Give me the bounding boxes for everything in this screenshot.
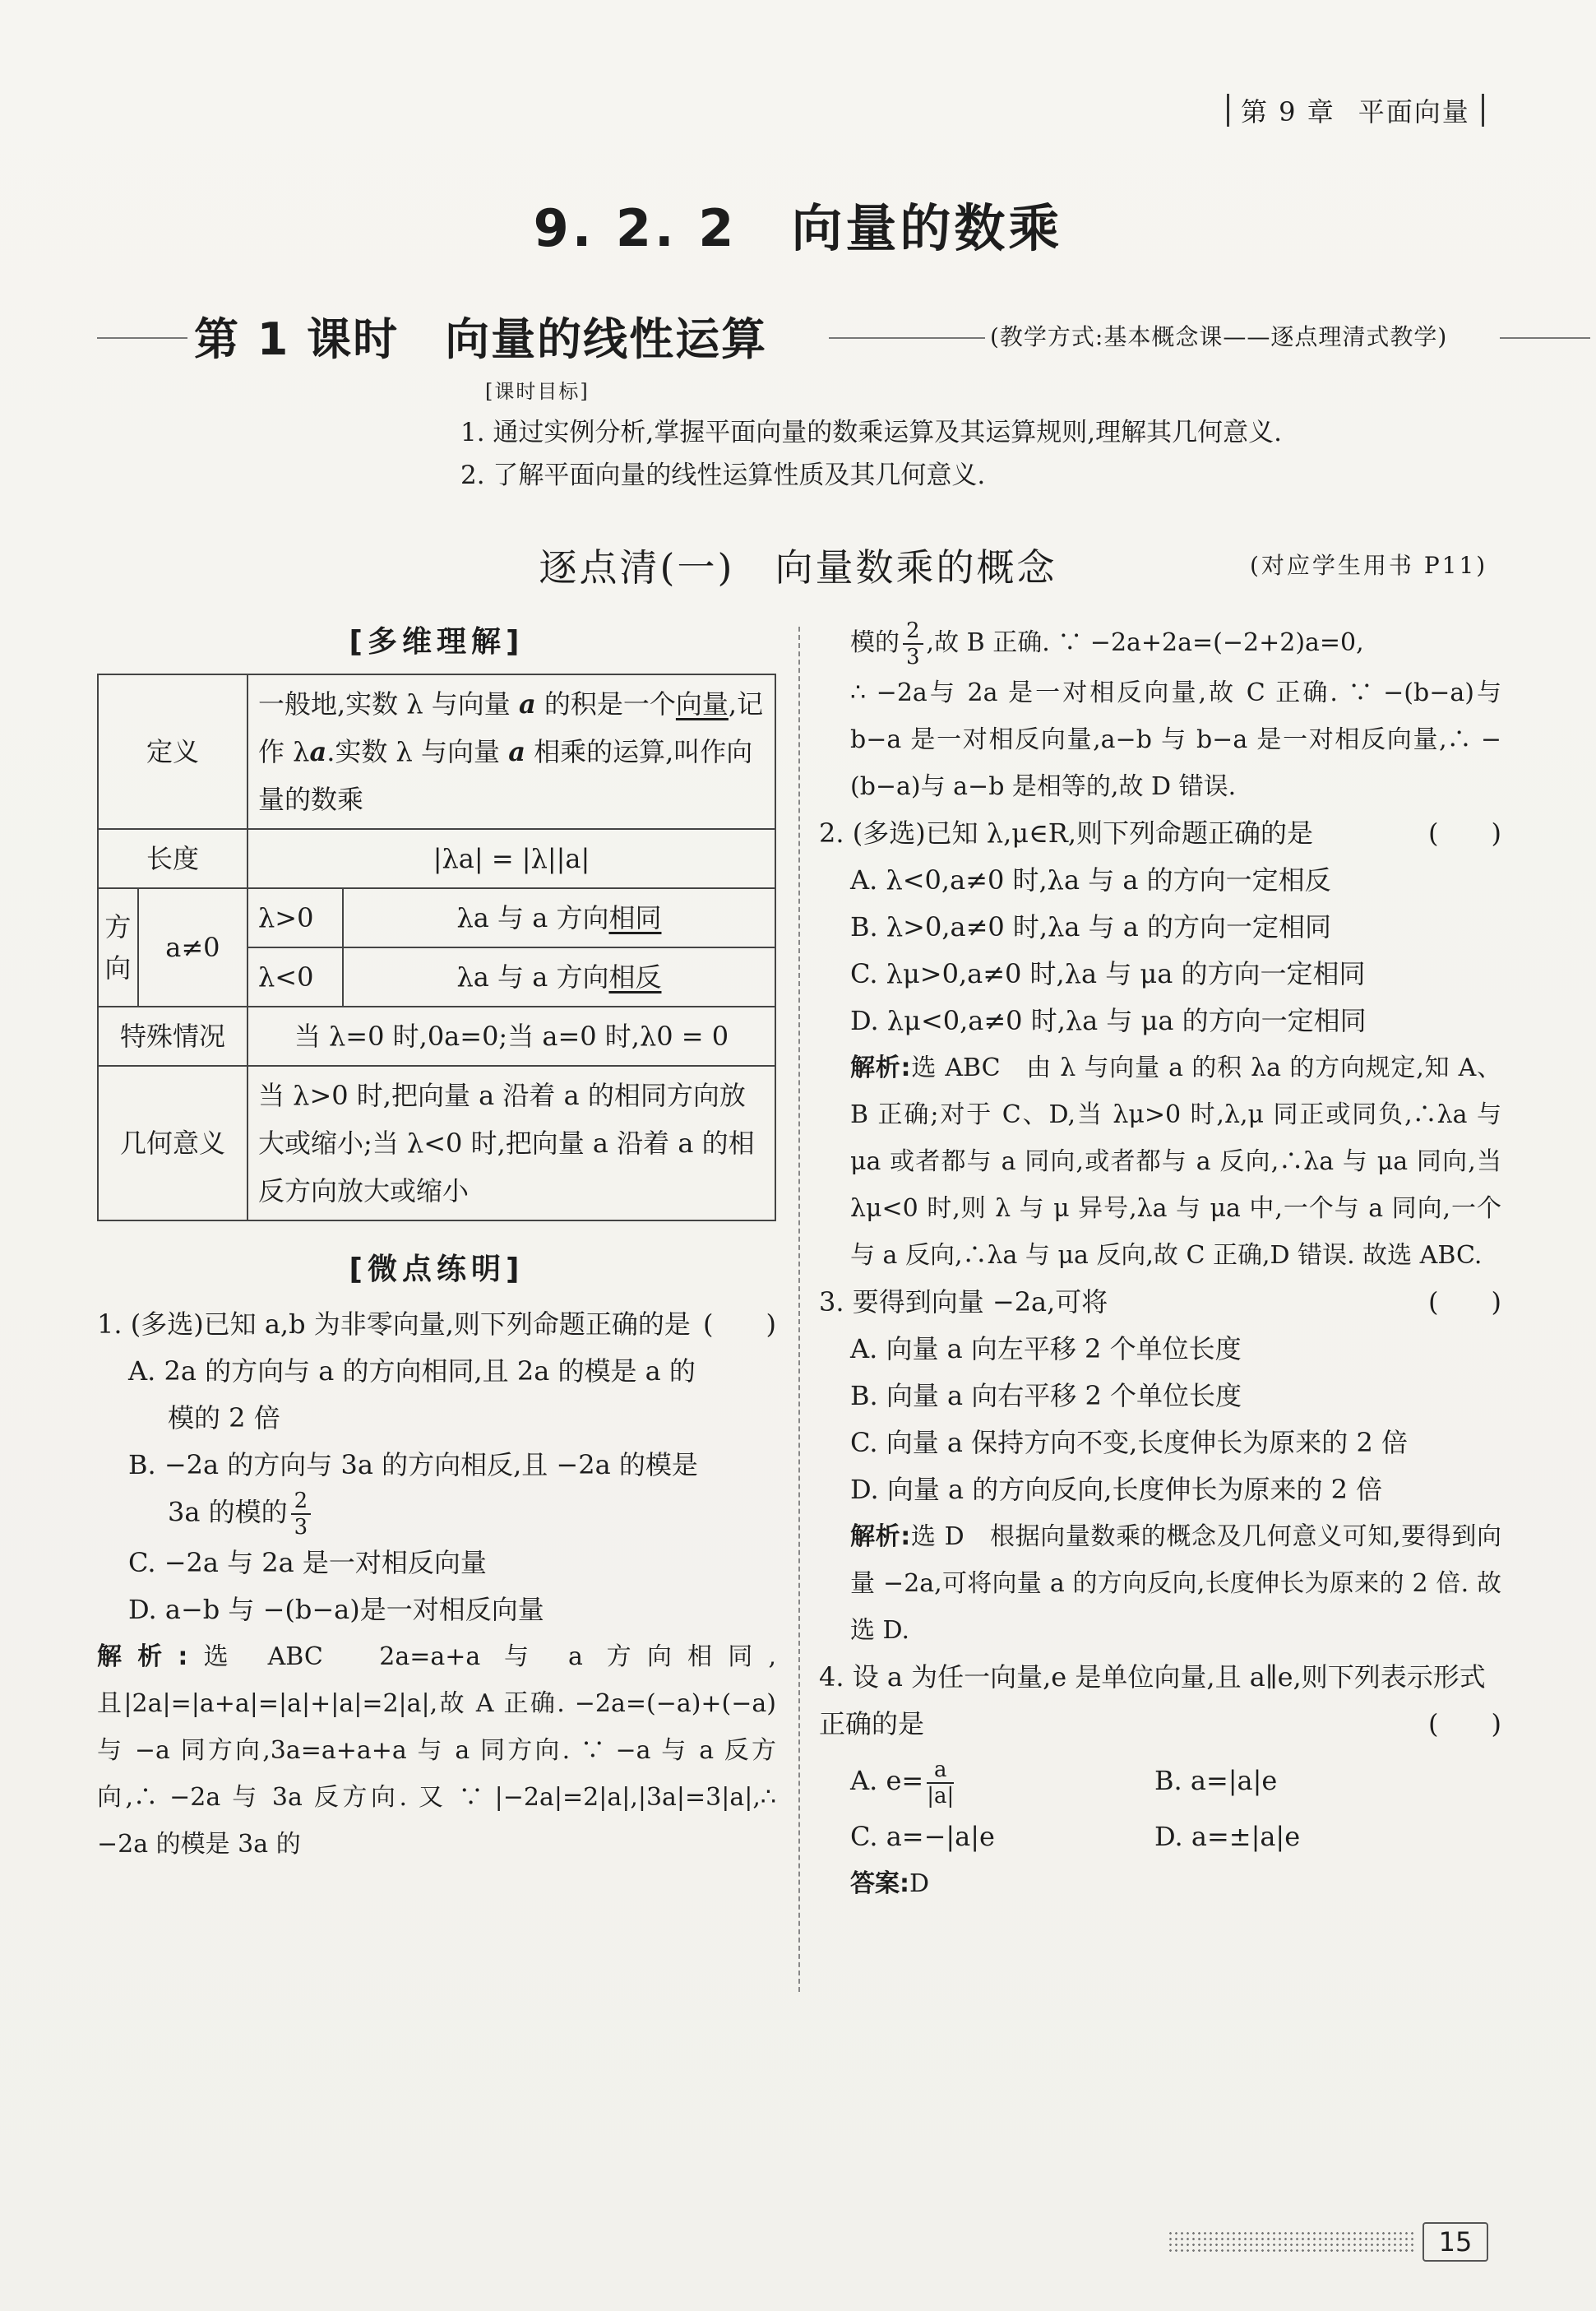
option-d: D. λμ<0,a≠0 时,λa 与 μa 的方向一定相同 <box>850 1005 1367 1036</box>
question-3 <box>819 1279 1501 1654</box>
option-b: B. λ>0,a≠0 时,λa 与 a 的方向一定相同 <box>850 911 1332 942</box>
page-number: 15 <box>1423 2222 1488 2262</box>
header-bar-right <box>1482 94 1484 127</box>
solution: 解析:选 D 根据向量数乘的概念及几何意义可知,要得到向量 −2a,可将向量 a 的方向反向,长度伸长为原来的 2 倍. 故选 D. <box>850 1522 1501 1645</box>
answer-paren: ( ) <box>703 1308 776 1340</box>
teaching-mode: (教学方式:基本概念课——逐点理清式教学) <box>990 323 1448 350</box>
dir-condition: a≠0 <box>138 888 247 1007</box>
solution: 解析:选 ABC 由 λ 与向量 a 的积 λa 的方向规定,知 A、B 正确;对于 C、D,当 λμ>0 时,λ,μ 同正或同负,∴λa 与 μa 或者都与 a 同向,或者都与 a 反向,∴λa 与 μa 同向,当 λμ<0 时,则 λ 与 μ 异号,λa 与 μa 中,一个与 a 同向,一个与 a 反向,∴λa 与 μa 反向,故 C 正确,D 错误. 故选 ABC. <box>850 1054 1502 1270</box>
fraction: $\frac{2}{3}$ <box>903 618 923 669</box>
table-row <box>98 1066 775 1220</box>
option-b: B. −2a 的方向与 3a 的方向相反,且 −2a 的模是 <box>128 1449 698 1480</box>
option-c: C. λμ>0,a≠0 时,λa 与 μa 的方向一定相同 <box>850 958 1366 989</box>
table-row <box>98 1007 775 1066</box>
answer-paren: ( ) <box>1428 817 1501 849</box>
option-d: D. 向量 a 的方向反向,长度伸长为原来的 2 倍 <box>850 1474 1383 1505</box>
chapter-header <box>1215 92 1496 128</box>
dir-neg-value: λa 与 a 方向相反 <box>343 947 775 1007</box>
footer-dot-pattern <box>1168 2230 1414 2253</box>
option-a-cont: 模的 2 倍 <box>168 1402 280 1433</box>
len-label: 长度 <box>98 829 247 888</box>
fraction: $\frac{2}{3}$ <box>291 1489 312 1540</box>
options-row <box>819 1748 1501 1813</box>
special-label: 特殊情况 <box>98 1007 247 1066</box>
left-column <box>97 618 776 1868</box>
right-column <box>819 618 1501 1907</box>
question-2 <box>819 810 1501 1279</box>
option-b-cont: 3a 的模的 $\frac{2}{3}$ <box>97 1489 776 1540</box>
dir-pos-cond: λ>0 <box>247 888 343 947</box>
solution-continued: 模的 $\frac{2}{3}$ ,故 B 正确. ∵ −2a+2a=(−2+2)a=0, ∴ −2a与 2a 是一对相反向量,故 C 正确. ∵ −(b−a)与 b−a 是一对相反向量,a−b 与 b−a 是一对相反向量,∴ −(b−a)与 a−b 是相等的,故 D 错误. <box>850 618 1501 801</box>
fraction: $\frac{a}{|a|}$ <box>927 1757 955 1809</box>
dir-label: 方向 <box>98 888 138 1007</box>
dir-neg-blank: 相反 <box>608 961 662 993</box>
option-d: D. a=±|a|e <box>1154 1821 1301 1852</box>
option-b: B. 向量 a 向右平移 2 个单位长度 <box>850 1380 1242 1411</box>
lesson-heading <box>97 304 1495 370</box>
def-label: 定义 <box>98 674 247 829</box>
special-value: 当 λ=0 时,0a=0;当 a=0 时,λ0 = 0 <box>247 1007 775 1066</box>
table-row <box>98 829 775 888</box>
multi-dim-tag: [多维理解] <box>349 625 525 659</box>
option-a: A. 2a 的方向与 a 的方向相同,且 2a 的模是 a 的 <box>128 1355 696 1387</box>
option-c: C. 向量 a 保持方向不变,长度伸长为原来的 2 倍 <box>850 1427 1408 1458</box>
option-c: C. a=−|a|e <box>850 1821 995 1852</box>
dir-pos-blank: 相同 <box>608 902 662 933</box>
subsection-title: 逐点清(一) 向量数乘的概念 <box>539 545 1057 590</box>
question-4 <box>819 1654 1501 1907</box>
len-value: |λa| = |λ||a| <box>247 829 775 888</box>
question-stem: 4. 设 a 为任一向量,e 是单位向量,且 a∥e,则下列表示形式正确的是 ( ) <box>819 1654 1501 1748</box>
section-title: 9. 2. 2 向量的数乘 <box>533 198 1063 258</box>
goal-item: 1. 通过实例分析,掌握平面向量的数乘运算及其运算规则,理解其几何意义. <box>460 418 1282 447</box>
chapter-name: 平面向量 <box>1358 96 1470 127</box>
goals-tag: [课时目标] <box>485 380 590 403</box>
rule-right <box>1500 337 1590 339</box>
question-stem: 2. (多选)已知 λ,μ∈R,则下列命题正确的是 ( ) <box>819 810 1501 857</box>
option-b: B. a=|a|e <box>1154 1765 1278 1796</box>
answer-paren: ( ) <box>1428 1286 1501 1318</box>
option-a: A. λ<0,a≠0 时,λa 与 a 的方向一定相反 <box>850 864 1331 896</box>
dir-neg-cond: λ<0 <box>247 947 343 1007</box>
solution: 解析:选 ABC 2a=a+a 与 a 方向相同,且|2a|=|a+a|=|a|+|a|=2|a|,故 A 正确. −2a=(−a)+(−a)与 −a 同方向,3a=a+a+a 与 a 同方向. ∵ −a 与 a 反方向,∴ −2a 与 3a 反方向. 又 ∵ |−2a|=2|a|,|3a|=3|a|,∴ −2a 的模是 3a 的 <box>97 1642 777 1859</box>
options-row <box>819 1813 1501 1860</box>
page-reference: (对应学生用书 P11) <box>1250 552 1488 579</box>
answer-paren: ( ) <box>1428 1708 1501 1739</box>
answer: 答案:D <box>850 1869 930 1898</box>
dir-pos-value: λa 与 a 方向相同 <box>343 888 775 947</box>
header-bar-left <box>1227 94 1229 127</box>
def-value: 一般地,实数 λ 与向量 a 的积是一个向量,记作 λa.实数 λ 与向量 a 相乘的运算,叫作向量的数乘 <box>247 674 775 829</box>
lesson-title: 第 1 课时 向量的线性运算 <box>194 313 768 365</box>
rule-left <box>97 337 187 339</box>
def-blank: 向量 <box>675 688 729 720</box>
question-stem: 1. (多选)已知 a,b 为非零向量,则下列命题正确的是 ( ) <box>97 1301 776 1348</box>
chapter-number: 第 9 章 <box>1241 96 1335 127</box>
table-row <box>98 888 775 947</box>
option-c: C. −2a 与 2a 是一对相反向量 <box>128 1547 487 1578</box>
question-stem: 3. 要得到向量 −2a,可将 ( ) <box>819 1279 1501 1326</box>
goal-item: 2. 了解平面向量的线性运算性质及其几何意义. <box>460 461 986 490</box>
lesson-goals <box>460 411 1282 497</box>
question-1 <box>97 1301 776 1868</box>
table-row <box>98 674 775 829</box>
option-d: D. a−b 与 −(b−a)是一对相反向量 <box>128 1594 544 1625</box>
practice-tag: [微点练明] <box>349 1253 525 1286</box>
geo-value: 当 λ>0 时,把向量 a 沿着 a 的相同方向放大或缩小;当 λ<0 时,把向量 a 沿着 a 的相反方向放大或缩小 <box>247 1066 775 1220</box>
column-divider <box>798 627 800 1992</box>
option-a: A. 向量 a 向左平移 2 个单位长度 <box>850 1333 1242 1364</box>
option-a: A. e= $\frac{a}{|a|}$ <box>850 1757 955 1809</box>
definition-table <box>97 674 776 1221</box>
rule-middle <box>829 337 985 339</box>
geo-label: 几何意义 <box>98 1066 247 1220</box>
